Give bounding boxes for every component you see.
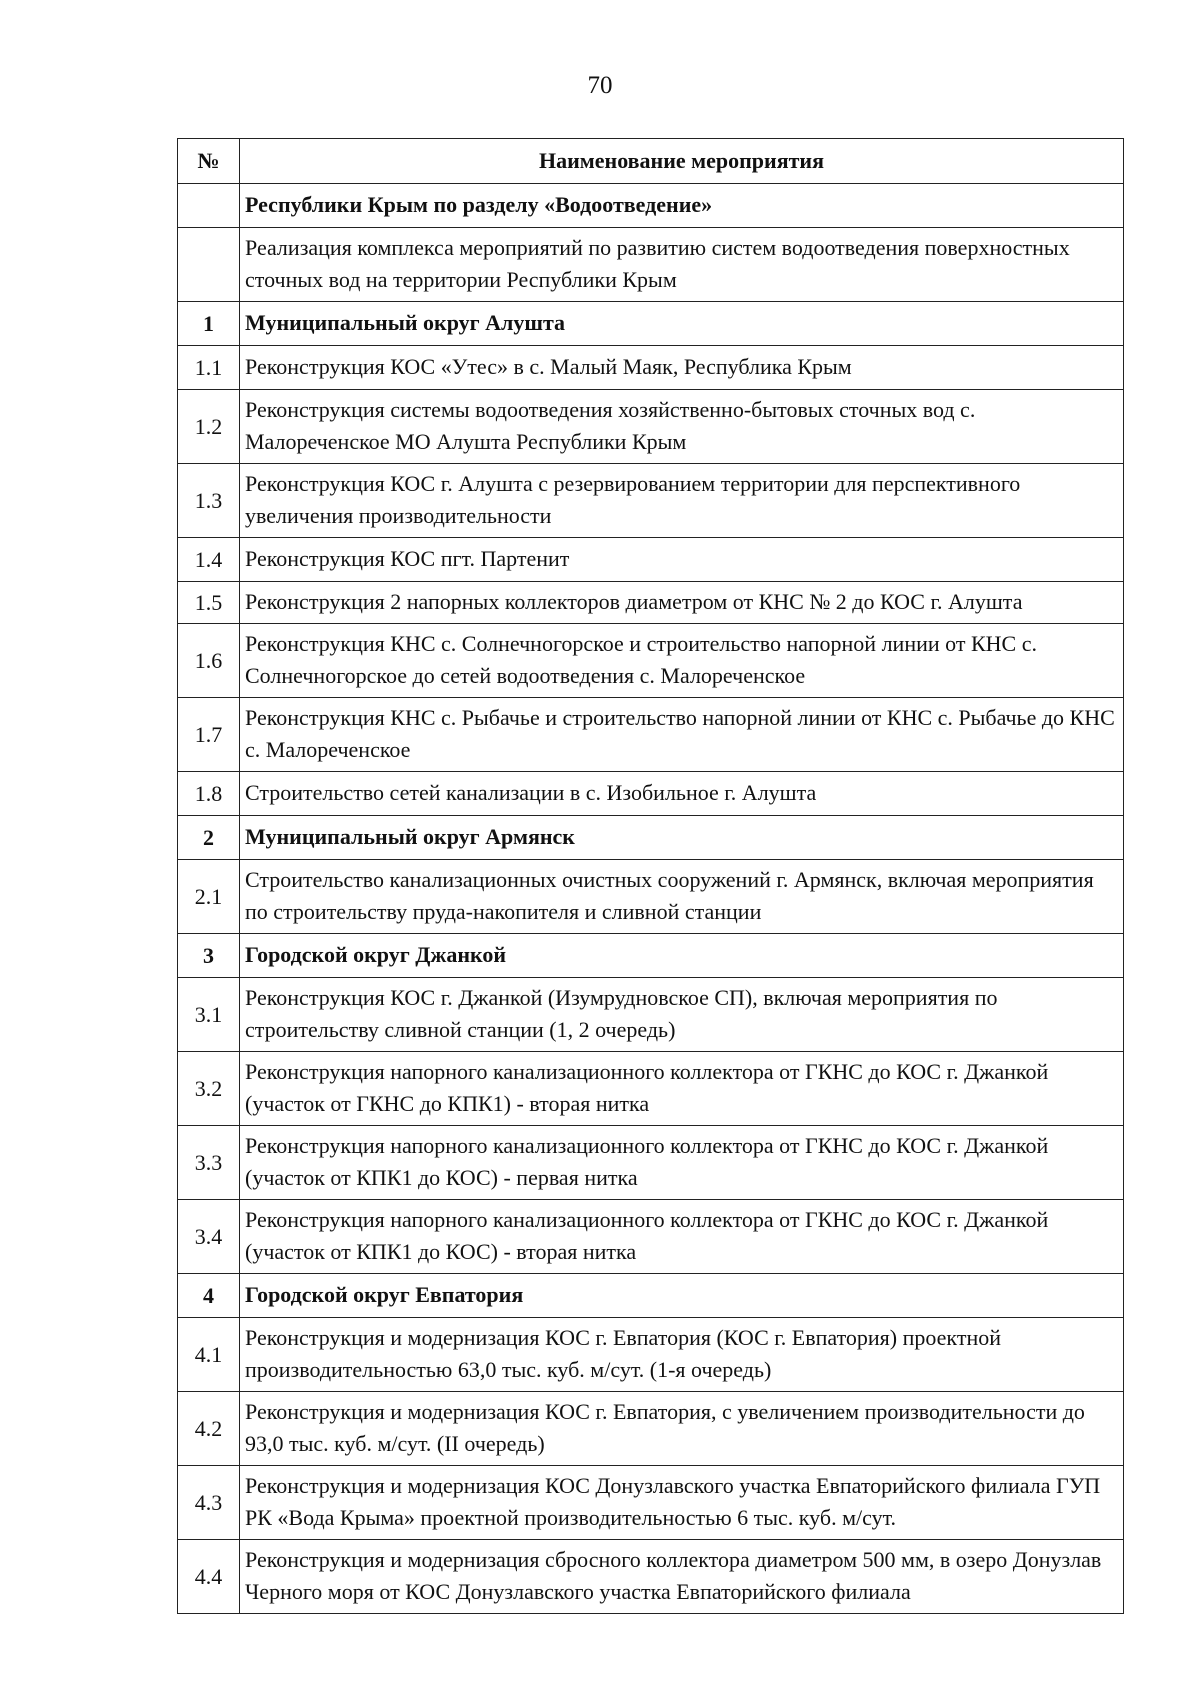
measures-table [177,138,1124,1614]
row-text: Реконструкция и модернизация КОС г. Евпатория, с увеличением производительности до 93,0 тыс. куб. м/сут. (II очередь) [240,1392,1124,1466]
table-row [178,978,1124,1052]
header-number: № [178,139,240,184]
table-header-row [178,139,1124,184]
table-row [178,538,1124,582]
section-row [178,816,1124,860]
row-number: 4.2 [178,1392,240,1466]
table-row [178,1466,1124,1540]
row-text: Реконструкция напорного канализационного коллектора от ГКНС до КОС г. Джанкой (участок от КПК1 до КОС) - первая нитка [240,1126,1124,1200]
row-number: 1.7 [178,698,240,772]
table-row [178,346,1124,390]
row-number: 2 [178,816,240,860]
row-number [178,228,240,302]
table-row [178,1126,1124,1200]
section-row [178,1274,1124,1318]
row-number: 1.4 [178,538,240,582]
section-row [178,302,1124,346]
row-number: 4.3 [178,1466,240,1540]
row-text: Строительство сетей канализации в с. Изобильное г. Алушта [240,772,1124,816]
row-number: 1.3 [178,464,240,538]
row-text: Городской округ Евпатория [240,1274,1124,1318]
row-text: Реконструкция и модернизация КОС Донузлавского участка Евпаторийского филиала ГУП РК «Вода Крыма» проектной производительностью 6 тыс. куб. м/сут. [240,1466,1124,1540]
row-text: Реконструкция КОС пгт. Партенит [240,538,1124,582]
row-text: Республики Крым по разделу «Водоотведение» [240,184,1124,228]
header-name: Наименование мероприятия [240,139,1124,184]
table-row [178,582,1124,624]
row-text: Муниципальный округ Алушта [240,302,1124,346]
table-row [178,698,1124,772]
table-row [178,1392,1124,1466]
row-number: 2.1 [178,860,240,934]
table-row [178,228,1124,302]
row-number: 1 [178,302,240,346]
table-row [178,1540,1124,1614]
table-row [178,1200,1124,1274]
row-text: Реализация комплекса мероприятий по развитию систем водоотведения поверхностных сточных вод на территории Республики Крым [240,228,1124,302]
row-text: Реконструкция напорного канализационного коллектора от ГКНС до КОС г. Джанкой (участок от КПК1 до КОС) - вторая нитка [240,1200,1124,1274]
row-text: Строительство канализационных очистных сооружений г. Армянск, включая мероприятия по строительству пруда-накопителя и сливной станции [240,860,1124,934]
row-text: Реконструкция КНС с. Солнечногорское и строительство напорной линии от КНС с. Солнечногорское до сетей водоотведения с. Малореченское [240,624,1124,698]
table-body [178,184,1124,1614]
row-number: 3.1 [178,978,240,1052]
table-row [178,1318,1124,1392]
table-row [178,390,1124,464]
row-text: Реконструкция напорного канализационного коллектора от ГКНС до КОС г. Джанкой (участок от ГКНС до КПК1) - вторая нитка [240,1052,1124,1126]
table-row [178,624,1124,698]
row-text: Реконструкция 2 напорных коллекторов диаметром от КНС № 2 до КОС г. Алушта [240,582,1124,624]
row-text: Муниципальный округ Армянск [240,816,1124,860]
table-row [178,1052,1124,1126]
row-number: 1.2 [178,390,240,464]
table-row [178,772,1124,816]
row-text: Реконструкция КОС г. Алушта с резервированием территории для перспективного увеличения производительности [240,464,1124,538]
row-number: 4 [178,1274,240,1318]
row-text: Реконструкция системы водоотведения хозяйственно-бытовых сточных вод с. Малореченское МО Алушта Республики Крым [240,390,1124,464]
row-number: 1.6 [178,624,240,698]
page-number: 70 [587,72,613,99]
row-number: 1.8 [178,772,240,816]
row-number: 3.2 [178,1052,240,1126]
row-text: Реконструкция и модернизация КОС г. Евпатория (КОС г. Евпатория) проектной производительностью 63,0 тыс. куб. м/сут. (1-я очередь) [240,1318,1124,1392]
row-number [178,184,240,228]
row-text: Реконструкция КОС «Утес» в с. Малый Маяк, Республика Крым [240,346,1124,390]
section-row [178,184,1124,228]
row-number: 1.1 [178,346,240,390]
row-text: Городской округ Джанкой [240,934,1124,978]
row-number: 1.5 [178,582,240,624]
row-text: Реконструкция КОС г. Джанкой (Изумрудновское СП), включая мероприятия по строительству сливной станции (1, 2 очередь) [240,978,1124,1052]
row-number: 3 [178,934,240,978]
table-row [178,860,1124,934]
table-row [178,464,1124,538]
row-number: 3.3 [178,1126,240,1200]
row-number: 4.4 [178,1540,240,1614]
section-row [178,934,1124,978]
row-text: Реконструкция КНС с. Рыбачье и строительство напорной линии от КНС с. Рыбачье до КНС с. Малореченское [240,698,1124,772]
row-number: 3.4 [178,1200,240,1274]
row-number: 4.1 [178,1318,240,1392]
row-text: Реконструкция и модернизация сбросного коллектора диаметром 500 мм, в озеро Донузлав Черного моря от КОС Донузлавского участка Евпаторийского филиала [240,1540,1124,1614]
